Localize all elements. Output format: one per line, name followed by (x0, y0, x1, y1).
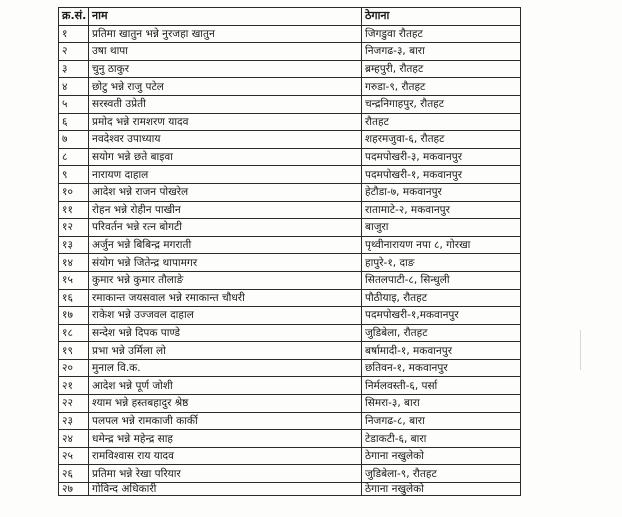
table-row (59, 324, 521, 342)
row-address: पदमपोखरी-१,मकवानपुर (362, 307, 521, 325)
row-number: ७ (59, 131, 89, 149)
row-name: प्रमोद भन्ने रामशरण यादव (89, 113, 362, 131)
row-name: सन्देश भन्ने दिपक पाण्डे (89, 324, 362, 342)
row-number: २० (59, 359, 89, 377)
row-name: संयोग भन्ने जितेन्द्र थापामगर (89, 254, 362, 272)
row-number: १४ (59, 254, 89, 272)
table-row (59, 25, 521, 43)
table-row (59, 219, 521, 237)
table-row (59, 131, 521, 149)
table-row (59, 148, 521, 166)
row-number: ५ (59, 95, 89, 113)
row-number: २५ (59, 447, 89, 465)
row-address: बर्षामादी-१, मकवानपुर (362, 342, 521, 360)
table-row (59, 236, 521, 254)
header-name: नाम (89, 8, 362, 26)
table-row (59, 359, 521, 377)
row-address: निजगढ-८, बारा (362, 412, 521, 430)
row-name: आदेश भन्ने पूर्ण जोशी (89, 377, 362, 395)
row-number: २१ (59, 377, 89, 395)
row-address: सितलपाटी-८, सिन्धुली (362, 271, 521, 289)
row-address: पृथ्वीनारायण नपा ८, गोरखा (362, 236, 521, 254)
row-name: कुमार भन्ने कुमार तौलाङे (89, 271, 362, 289)
row-address: टेडाकटी-६, बारा (362, 430, 521, 448)
row-name: प्रतिमा खातुन भन्ने नुरजहा खातुन (89, 25, 362, 43)
row-name: उषा थापा (89, 43, 362, 61)
row-address: जुडिबेला-९, रौतहट (362, 465, 521, 483)
people-list-table (58, 7, 521, 496)
row-address: पौठीयाइ, रौतहट (362, 289, 521, 307)
row-number: ९ (59, 166, 89, 184)
table-row (59, 95, 521, 113)
row-address: निजगढ-३, बारा (362, 43, 521, 61)
row-address: चन्द्रनिगाहपुर, रौतहट (362, 95, 521, 113)
row-name: चुनु ठाकुर (89, 60, 362, 78)
row-name: पलपल भन्ने रामकाजी कार्की (89, 412, 362, 430)
row-address: निर्मलवस्ती-६, पर्सा (362, 377, 521, 395)
row-name: परिवर्तन भन्ने रत्न बोगटी (89, 219, 362, 237)
row-number: २७ (59, 483, 89, 496)
row-number: २६ (59, 465, 89, 483)
row-name: सरस्वती उप्रेती (89, 95, 362, 113)
row-name: प्रभा भन्ने उर्मिला लो (89, 342, 362, 360)
row-address: गरुडा-९, रौतहट (362, 78, 521, 96)
row-number: ४ (59, 78, 89, 96)
row-name: मुनाल वि.क. (89, 359, 362, 377)
row-number: १० (59, 183, 89, 201)
table-row (59, 307, 521, 325)
table-row (59, 43, 521, 61)
row-address: हेटौडा-७, मकवानपुर (362, 183, 521, 201)
row-name: रोहन भन्ने रोहीन पाखीन (89, 201, 362, 219)
row-name: धमेन्द्र भन्ने महेन्द्र साह (89, 430, 362, 448)
table-row (59, 183, 521, 201)
table-row (59, 465, 521, 483)
row-name: आदेश भन्ने राजन पोखरेल (89, 183, 362, 201)
table-row (59, 271, 521, 289)
row-name: प्रतिमा भन्ने रेखा परियार (89, 465, 362, 483)
table-row (59, 201, 521, 219)
row-number: १६ (59, 289, 89, 307)
table-row (59, 430, 521, 448)
row-number: १५ (59, 271, 89, 289)
table-row (59, 60, 521, 78)
table-row (59, 483, 521, 496)
row-name: नारायण दाहाल (89, 166, 362, 184)
row-address: शहरमजुवा-६, रौतहट (362, 131, 521, 149)
table-row (59, 377, 521, 395)
row-address: ब्रम्हपुरी, रौतहट (362, 60, 521, 78)
row-name: छोटु भन्ने राजु पटेल (89, 78, 362, 96)
row-address: ठेगाना नखुलेको (362, 447, 521, 465)
row-number: २ (59, 43, 89, 61)
row-address: जिगडुवा रौतहट (362, 25, 521, 43)
row-name: रामविश्वास राय यादव (89, 447, 362, 465)
row-number: ३ (59, 60, 89, 78)
header-row (59, 8, 521, 26)
row-address: सिमरा-३, बारा (362, 395, 521, 413)
row-number: १२ (59, 219, 89, 237)
row-number: १७ (59, 307, 89, 325)
row-name: गोविन्द अधिकारी (89, 483, 362, 496)
row-number: ६ (59, 113, 89, 131)
table-row (59, 254, 521, 272)
row-name: सयोग भन्ने छते बाइवा (89, 148, 362, 166)
row-number: १८ (59, 324, 89, 342)
row-address: जुडिबेला, रौतहट (362, 324, 521, 342)
table-row (59, 412, 521, 430)
row-address: बाजुरा (362, 219, 521, 237)
row-address: छतिवन-१, मकवानपुर (362, 359, 521, 377)
row-number: २४ (59, 430, 89, 448)
row-address: रातामाटे-२, मकवानपुर (362, 201, 521, 219)
table-row (59, 166, 521, 184)
row-address: हापुरे-१, दाङ (362, 254, 521, 272)
row-name: राकेश भन्ने उज्जवल दाहाल (89, 307, 362, 325)
row-address: पदमपोखरी-३, मकवानपुर (362, 148, 521, 166)
row-name: रमाकान्त जयसवाल भन्ने रमाकान्त चौधरी (89, 289, 362, 307)
row-name: नवदेश्वर उपाध्याय (89, 131, 362, 149)
table-row (59, 289, 521, 307)
table-row (59, 78, 521, 96)
row-number: १ (59, 25, 89, 43)
row-number: १९ (59, 342, 89, 360)
row-name: अर्जुन भन्ने बिबिन्द्र मगराती (89, 236, 362, 254)
header-address: ठेगाना (362, 8, 521, 26)
row-number: २३ (59, 412, 89, 430)
table-row (59, 395, 521, 413)
row-address: रौतहट (362, 113, 521, 131)
table-row (59, 113, 521, 131)
row-number: ८ (59, 148, 89, 166)
table-row (59, 342, 521, 360)
header-number: क्र.सं. (59, 8, 89, 26)
row-number: १३ (59, 236, 89, 254)
row-number: २२ (59, 395, 89, 413)
row-number: ११ (59, 201, 89, 219)
table-row (59, 447, 521, 465)
row-address: ठेगाना नखुलेको (362, 483, 521, 496)
row-name: श्याम भन्ने हस्तबहादुर श्रेष्ठ (89, 395, 362, 413)
scan-edge-mark (580, 330, 581, 370)
row-address: पदमपोखरी-१, मकवानपुर (362, 166, 521, 184)
